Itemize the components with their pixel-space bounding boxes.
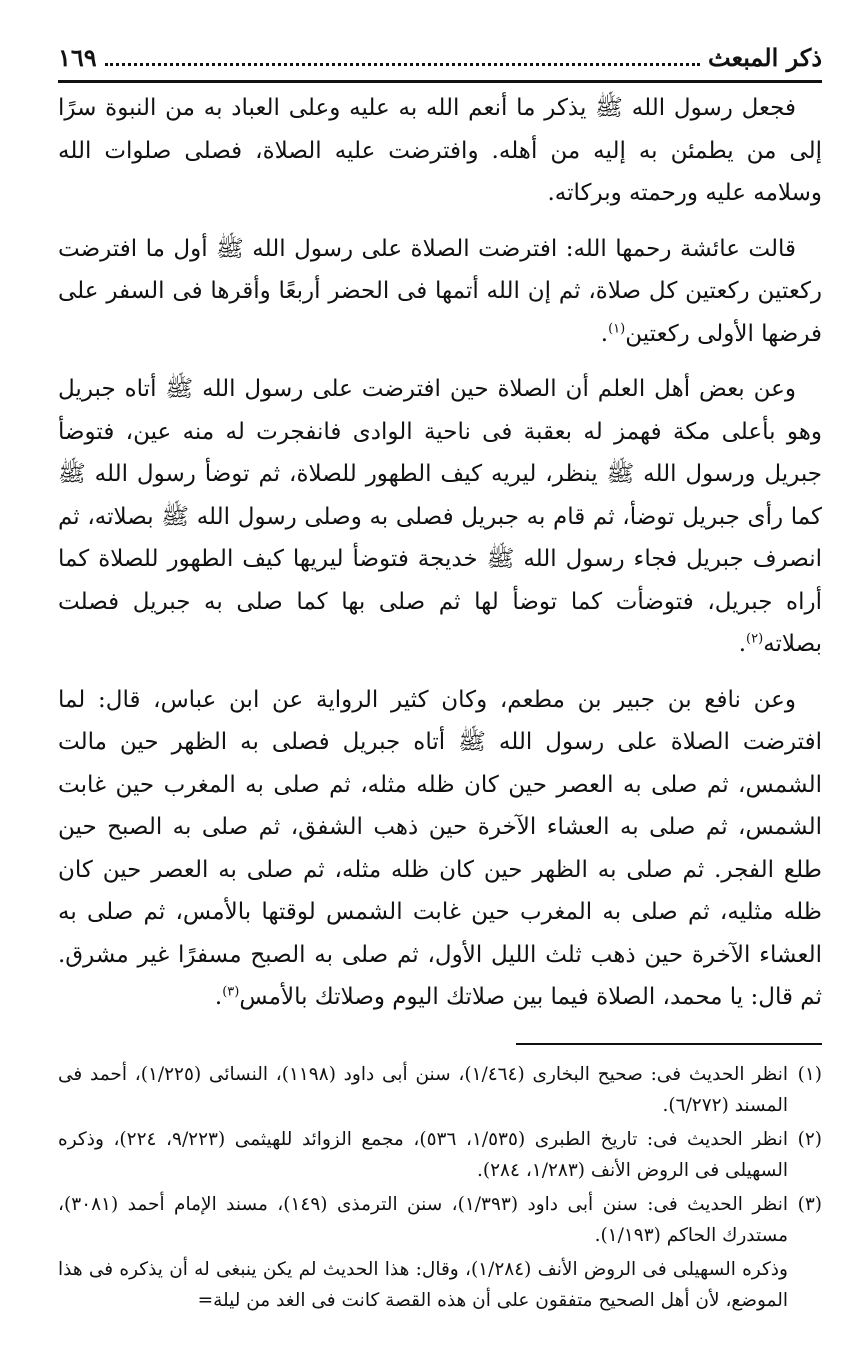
footnotes — [58, 1059, 822, 1316]
footnote-text: وذكره السهيلى فى الروض الأنف (١/٢٨٤)، وقال: هذا الحديث لم يكن ينبغى له أن يذكره فى هذا الموضع، لأن أهل الصحيح متفقون على أن هذه القصة كانت فى الغد من ليلة= — [58, 1258, 788, 1311]
footnote — [58, 1059, 822, 1121]
paragraph-text: وعن نافع بن جبير بن مطعم، وكان كثير الرواية عن ابن عباس، قال: لما افترضت الصلاة على رسول الله ﷺ أتاه جبريل فصلى به الظهر حين مالت الشمس، ثم صلى به العصر حين كان ظله مثله، ثم صلى به المغرب حين غابت الشمس، ثم صلى به العشاء الآخرة حين ذهب الشفق، ثم صلى به الصبح حين طلع الفجر. ثم صلى به الظهر حين كان ظله مثله، ثم صلى به العصر حين كان ظله مثليه، ثم صلى به المغرب حين غابت الشمس لوقتها بالأمس، ثم صلى به العشاء الآخرة حين ذهب ثلث الليل الأول، ثم صلى به الصبح مسفرًا غير مشرق. ثم قال: يا محمد، الصلاة فيما بين صلاتك اليوم وصلاتك بالأمس — [58, 686, 822, 1010]
footnote-reference[interactable]: (٣) — [222, 984, 240, 1000]
footnote-number: (٣) — [797, 1193, 822, 1215]
book-page — [58, 40, 822, 1319]
running-header — [58, 40, 822, 80]
header-rule — [58, 80, 822, 83]
paragraph: وعن نافع بن جبير بن مطعم، وكان كثير الرواية عن ابن عباس، قال: لما افترضت الصلاة على رسول الله ﷺ أتاه جبريل فصلى به الظهر حين مالت الشمس، ثم صلى به العصر حين كان ظله مثله، ثم صلى به المغرب حين غابت الشمس، ثم صلى به العشاء الآخرة حين ذهب الشفق، ثم صلى به الصبح حين طلع الفجر. ثم صلى به الظهر حين كان ظله مثله، ثم صلى به العصر حين كان ظله مثليه، ثم صلى به المغرب حين غابت الشمس لوقتها بالأمس، ثم صلى به العشاء الآخرة حين ذهب ثلث الليل الأول، ثم صلى به الصبح مسفرًا غير مشرق. ثم قال: يا محمد، الصلاة فيما بين صلاتك اليوم وصلاتك بالأمس$^{(٣)}$. — [58, 686, 822, 1010]
paragraph: قالت عائشة رحمها الله: افترضت الصلاة على رسول الله ﷺ أول ما افترضت ركعتين ركعتين كل صلاة، ثم إن الله أتمها فى الحضر أربعًا وأقرها فى السفر على فرضها الأولى ركعتين$^{(١)}$. — [58, 235, 823, 347]
footnote-continuation — [58, 1254, 822, 1316]
footnote-text: انظر الحديث فى: سنن أبى داود (١/٣٩٣)، سنن الترمذى (١٤٩)، مسند الإمام أحمد (٣٠٨١)، مستدرك الحاكم (١/١٩٣). — [58, 1193, 788, 1246]
paragraph — [58, 87, 822, 215]
footnote-text: انظر الحديث فى: صحيح البخارى (١/٤٦٤)، سنن أبى داود (١١٩٨)، النسائى (١/٢٢٥)، أحمد فى المسند (٦/٢٧٢). — [58, 1063, 788, 1116]
footnote-reference[interactable]: (١) — [608, 320, 626, 336]
page-number: ١٦٩ — [58, 43, 97, 72]
body-text — [58, 87, 822, 1019]
paragraph-text: فجعل رسول الله ﷺ يذكر ما أنعم الله به عليه وعلى العباد به من النبوة سرًا إلى من يطمئن به إليه من أهله. وافترضت عليه الصلاة، فصلى صلوات الله وسلامه عليه ورحمته وبركاته. — [58, 95, 822, 206]
footnote — [58, 1124, 822, 1186]
footnote-number: (٢) — [797, 1128, 822, 1150]
paragraph-text: وعن بعض أهل العلم أن الصلاة حين افترضت على رسول الله ﷺ أتاه جبريل وهو بأعلى مكة فهمز له بعقبة فى ناحية الوادى فانفجرت له منه عين، فتوضأ جبريل ورسول الله ﷺ ينظر، ليريه كيف الطهور للصلاة، ثم توضأ رسول الله ﷺ كما رأى جبريل توضأ، ثم قام به جبريل فصلى به وصلى رسول الله ﷺ بصلاته، ثم انصرف جبريل فجاء رسول الله ﷺ خديجة فتوضأ ليريها كيف الطهور للصلاة كما أراه جبريل، فتوضأت كما توضأ لها ثم صلى بها كما صلى به جبريل فصلت بصلاته — [58, 376, 822, 657]
chapter-title: ذكر المبعث — [708, 43, 822, 72]
footnote-text: انظر الحديث فى: تاريخ الطبرى (١/٥٣٥، ٥٣٦)، مجمع الزوائد للهيثمى (٩/٢٢٣، ٢٢٤)، وذكره السهيلى فى الروض الأنف (١/٢٨٣، ٢٨٤). — [58, 1128, 788, 1181]
footnote-reference[interactable]: (٢) — [746, 631, 764, 647]
header-dot-leader — [105, 63, 700, 66]
paragraph-text: قالت عائشة رحمها الله: افترضت الصلاة على رسول الله ﷺ أول ما افترضت ركعتين ركعتين كل صلاة، ثم إن الله أتمها فى الحضر أربعًا وأقرها فى السفر على فرضها الأولى ركعتين — [58, 235, 823, 347]
paragraph: وعن بعض أهل العلم أن الصلاة حين افترضت على رسول الله ﷺ أتاه جبريل وهو بأعلى مكة فهمز له بعقبة فى ناحية الوادى فانفجرت له منه عين، فتوضأ جبريل ورسول الله ﷺ ينظر، ليريه كيف الطهور للصلاة، ثم توضأ رسول الله ﷺ كما رأى جبريل توضأ، ثم قام به جبريل فصلى به وصلى رسول الله ﷺ بصلاته، ثم انصرف جبريل فجاء رسول الله ﷺ خديجة فتوضأ ليريها كيف الطهور للصلاة كما أراه جبريل، فتوضأت كما توضأ لها ثم صلى بها كما صلى به جبريل فصلت بصلاته$^{(٢)}$. — [58, 376, 822, 657]
footnote-separator — [516, 1043, 822, 1045]
footnote — [58, 1189, 822, 1251]
footnote-number: (١) — [797, 1063, 822, 1085]
